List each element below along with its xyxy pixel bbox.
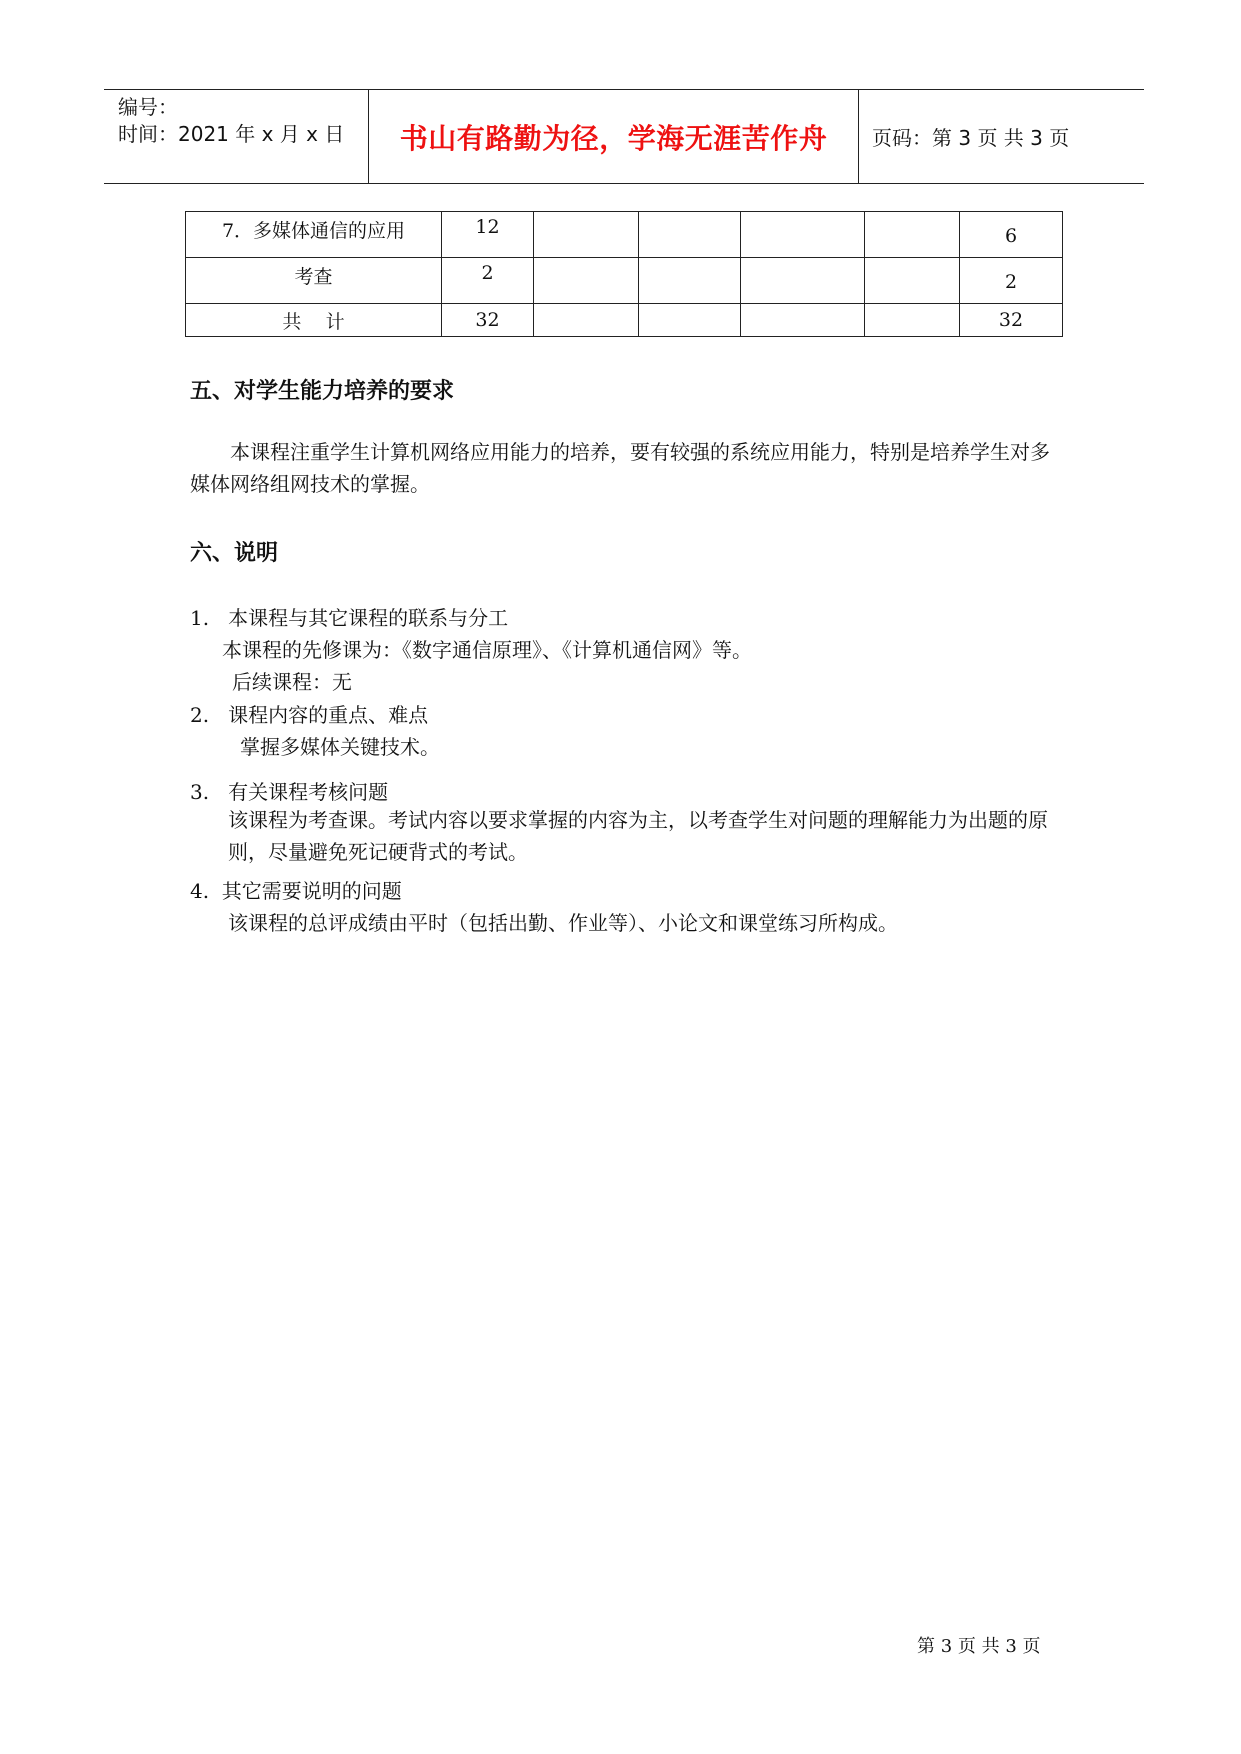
table-cell: 2 [960,258,1063,304]
table-row [186,304,1063,337]
table-row [186,258,1063,304]
table-cell: 6 [960,212,1063,258]
table-cell [865,212,960,258]
table-cell: 2 [442,258,534,304]
table-cell: 32 [960,304,1063,337]
header-number-label: 编号： [118,95,178,119]
item-3-title: 3. 有关课程考核问题 [190,780,389,804]
header-page-label: 页码：第 3 页 共 3 页 [872,126,1070,150]
table-cell [865,258,960,304]
section-6-title: 六、说明 [190,541,279,566]
table-cell [534,258,639,304]
table-cell [741,212,865,258]
table-cell: 考查 [186,258,442,304]
table-cell [534,212,639,258]
item-1-line: 本课程的先修课为：《数字通信原理》、《计算机通信网》等。 [222,638,752,662]
section-5-title: 五、对学生能力培养的要求 [190,379,455,404]
item-4-line: 该课程的总评成绩由平时（包括出勤、作业等）、小论文和课堂练习所构成。 [228,911,898,935]
item-3-body: 该课程为考查课。考试内容以要求掌握的内容为主，以考查学生对问题的理解能力为出题的原则，尽量避免死记硬背式的考试。 [228,808,1048,864]
item-1-title: 1. 本课程与其它课程的联系与分工 [190,606,509,630]
header-divider [858,90,859,183]
item-2-line: 掌握多媒体关键技术。 [240,735,440,759]
table-cell [741,304,865,337]
table-cell [865,304,960,337]
item-4-title: 4. 其它需要说明的问题 [190,879,402,903]
page-header [104,89,1144,184]
table-cell [639,304,741,337]
item-2-title: 2. 课程内容的重点、难点 [190,703,429,727]
table-row [186,212,1063,258]
header-meta [118,94,344,148]
header-time-label: 时间：2021 年 x 月 x 日 [118,122,345,146]
table-cell [534,304,639,337]
table-cell [741,258,865,304]
table-cell [639,212,741,258]
table-cell: 32 [442,304,534,337]
table-cell: 共 计 [186,304,442,337]
table-cell [639,258,741,304]
header-motto: 书山有路勤为径，学海无涯苦作舟 [399,121,828,155]
item-1-line: 后续课程：无 [232,670,352,694]
table-cell: 7．多媒体通信的应用 [186,212,442,258]
table-cell: 12 [442,212,534,258]
section-5-body: 本课程注重学生计算机网络应用能力的培养，要有较强的系统应用能力，特别是培养学生对多媒体网络组网技术的掌握。 [190,440,1050,496]
hours-table [185,211,1063,337]
page-footer: 第 3 页 共 3 页 [917,1636,1041,1657]
